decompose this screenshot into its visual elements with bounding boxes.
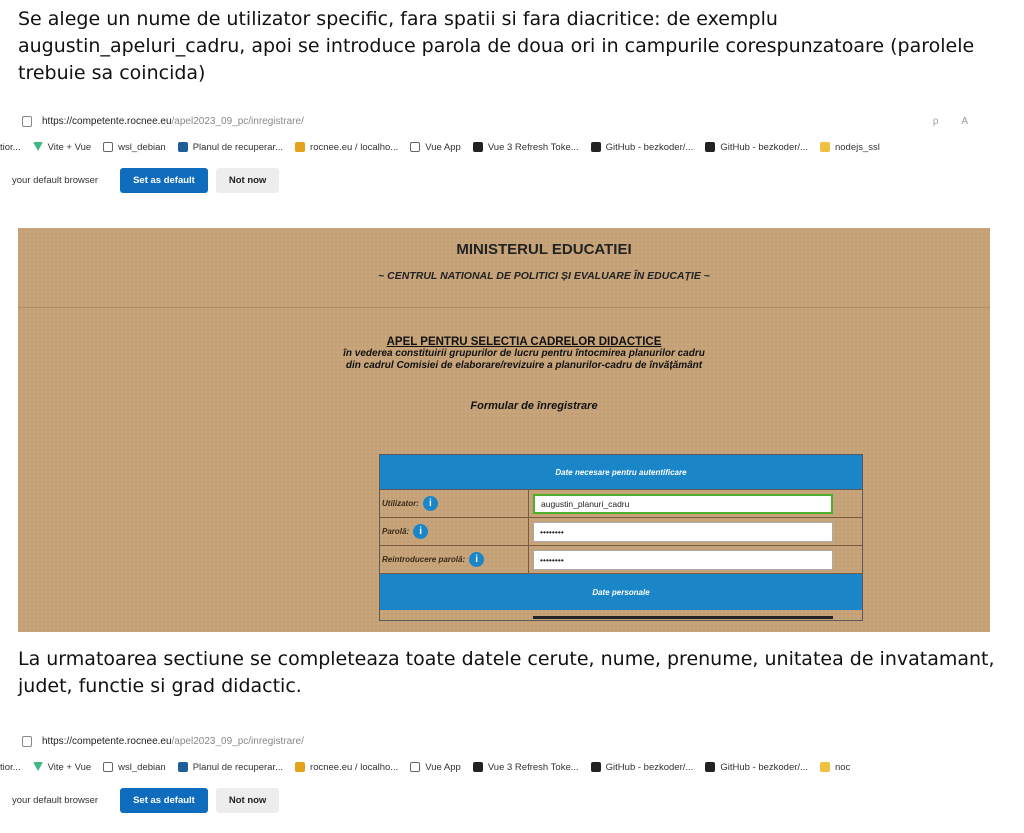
bookmark-item[interactable]: [33, 762, 92, 773]
screenshot-registration-form: [0, 108, 990, 632]
rocnee-page: [18, 228, 990, 632]
instruction-paragraph-2: La urmatoarea sectiune se completeaza toate datele cerute, nume, prenume, unitatea de invatamant, judet, functie si grad didactic.: [18, 648, 995, 697]
plan-icon: [178, 762, 188, 772]
bookmark-item[interactable]: [103, 142, 166, 153]
url-domain: https://competente.rocnee.eu: [42, 115, 172, 127]
github-icon: [591, 762, 601, 772]
auth-section-header: Date necesare pentru autentificare: [380, 455, 862, 490]
form-title: Formular de înregistrare: [470, 400, 598, 412]
bookmark-label: Planul de recuperar...: [192, 141, 284, 153]
address-bar[interactable]: [0, 108, 990, 134]
set-default-button[interactable]: Set as default: [120, 788, 208, 813]
default-browser-prompt: [0, 160, 990, 200]
instruction-paragraph-1: Se alege un nume de utilizator specific, fara spatii si fara diacritice: de exemplu augustin_apeluri_cadru, apoi se introduce parola de doua ori in campurile corespunzatoare (parolele trebuie sa coincida): [18, 8, 975, 84]
password-confirm-input[interactable]: ••••••••: [533, 550, 833, 570]
bookmark-item[interactable]: [178, 142, 283, 153]
bookmark-item[interactable]: [103, 762, 166, 773]
next-row-stub: [380, 610, 862, 620]
bookmark-item[interactable]: [33, 142, 92, 153]
screenshot-browser-top: [0, 728, 990, 833]
bookmark-label: rocnee.eu / localho...: [310, 141, 399, 153]
username-label: Utilizator:: [382, 499, 419, 508]
not-now-button[interactable]: Not now: [216, 788, 279, 813]
rocnee-icon: [295, 142, 305, 152]
bookmark-item[interactable]: [0, 142, 21, 153]
bookmark-label: rocnee.eu / localho...: [310, 761, 399, 773]
bookmark-label: tior...: [0, 141, 21, 153]
page-icon: [103, 762, 113, 772]
bookmarks-bar: [0, 754, 990, 780]
apel-title: APEL PENTRU SELECTIA CADRELOR DIDACTICE: [386, 336, 662, 348]
username-input[interactable]: augustin_planuri_cadru: [533, 494, 833, 514]
form-row-password-confirm: [380, 546, 862, 574]
ministry-title: MINISTERUL EDUCATIEI: [456, 241, 632, 258]
bookmark-label: Vue App: [425, 761, 461, 773]
not-now-button[interactable]: Not now: [216, 168, 279, 193]
rocnee-icon: [295, 762, 305, 772]
password-label: Parolă:: [382, 527, 410, 536]
bookmark-label: Vite + Vue: [47, 761, 92, 773]
bookmark-label: tior...: [0, 761, 21, 773]
personal-section-header: Date personale: [380, 574, 862, 610]
apel-subtitle-1: în vederea constituirii grupurilor de lucru pentru întocmirea planurilor cadru: [343, 348, 705, 359]
default-browser-prompt: [0, 780, 990, 820]
page-icon: [103, 142, 113, 152]
info-icon[interactable]: i: [413, 524, 428, 539]
bookmark-item[interactable]: [410, 142, 461, 153]
github-icon: [705, 762, 715, 772]
zoom-reader-icons[interactable]: ρ A: [932, 115, 978, 127]
page-icon: [410, 762, 420, 772]
bookmark-item[interactable]: [410, 762, 461, 773]
apel-block: [58, 336, 990, 372]
form-row-username: [380, 490, 862, 518]
lock-icon: [22, 736, 32, 747]
bookmark-label: Vite + Vue: [47, 141, 92, 153]
url-path: /apel2023_09_pc/inregistrare/: [171, 735, 304, 747]
folder-icon: [820, 762, 830, 772]
page-icon: [410, 142, 420, 152]
bookmark-item[interactable]: [591, 762, 694, 773]
apel-subtitle-2: din cadrul Comisiei de elaborare/revizuire a planurilor-cadru de învățământ: [345, 360, 703, 371]
centre-title: ~ CENTRUL NATIONAL DE POLITICI ȘI EVALUARE ÎN EDUCAȚIE ~: [378, 270, 710, 282]
bookmark-label: Vue 3 Refresh Toke...: [487, 141, 579, 153]
plan-icon: [178, 142, 188, 152]
bookmark-item[interactable]: [295, 762, 398, 773]
vite-icon: [33, 762, 43, 772]
bookmark-item[interactable]: [820, 142, 880, 153]
bookmark-item[interactable]: [473, 142, 579, 153]
page-header: [18, 228, 990, 308]
bookmark-item[interactable]: [705, 142, 808, 153]
info-icon[interactable]: i: [423, 496, 438, 511]
url-domain: https://competente.rocnee.eu: [42, 735, 172, 747]
vue3-icon: [473, 762, 483, 772]
bookmarks-bar: [0, 134, 990, 160]
url-path: /apel2023_09_pc/inregistrare/: [171, 115, 304, 127]
address-bar[interactable]: [0, 728, 990, 754]
password-confirm-label: Reintroducere parolă:: [382, 555, 466, 564]
bookmark-item[interactable]: [705, 762, 808, 773]
bookmark-label: GitHub - bezkoder/...: [605, 141, 694, 153]
vue3-icon: [473, 142, 483, 152]
bookmark-item[interactable]: [820, 762, 850, 773]
bookmark-label: noc: [834, 761, 851, 773]
folder-icon: [820, 142, 830, 152]
github-icon: [705, 142, 715, 152]
bookmark-label: nodejs_ssl: [834, 141, 880, 153]
registration-form: [379, 454, 863, 621]
bookmark-item[interactable]: [0, 762, 21, 773]
bookmark-item[interactable]: [591, 142, 694, 153]
bookmark-item[interactable]: [473, 762, 579, 773]
bookmark-item[interactable]: [295, 142, 398, 153]
bookmark-label: wsl_debian: [118, 761, 166, 773]
prompt-message: your default browser: [12, 794, 99, 806]
bookmark-label: wsl_debian: [118, 141, 166, 153]
bookmark-label: GitHub - bezkoder/...: [720, 761, 808, 773]
github-icon: [591, 142, 601, 152]
info-icon[interactable]: i: [469, 552, 484, 567]
vite-icon: [33, 142, 43, 152]
prompt-message: your default browser: [12, 174, 99, 186]
set-default-button[interactable]: Set as default: [120, 168, 208, 193]
bookmark-label: Planul de recuperar...: [192, 761, 284, 773]
bookmark-label: GitHub - bezkoder/...: [720, 141, 808, 153]
bookmark-label: Vue App: [425, 141, 461, 153]
form-row-password: [380, 518, 862, 546]
password-input[interactable]: ••••••••: [533, 522, 833, 542]
bookmark-label: GitHub - bezkoder/...: [605, 761, 694, 773]
bookmark-label: Vue 3 Refresh Toke...: [487, 761, 579, 773]
lock-icon: [22, 116, 32, 127]
bookmark-item[interactable]: [178, 762, 283, 773]
